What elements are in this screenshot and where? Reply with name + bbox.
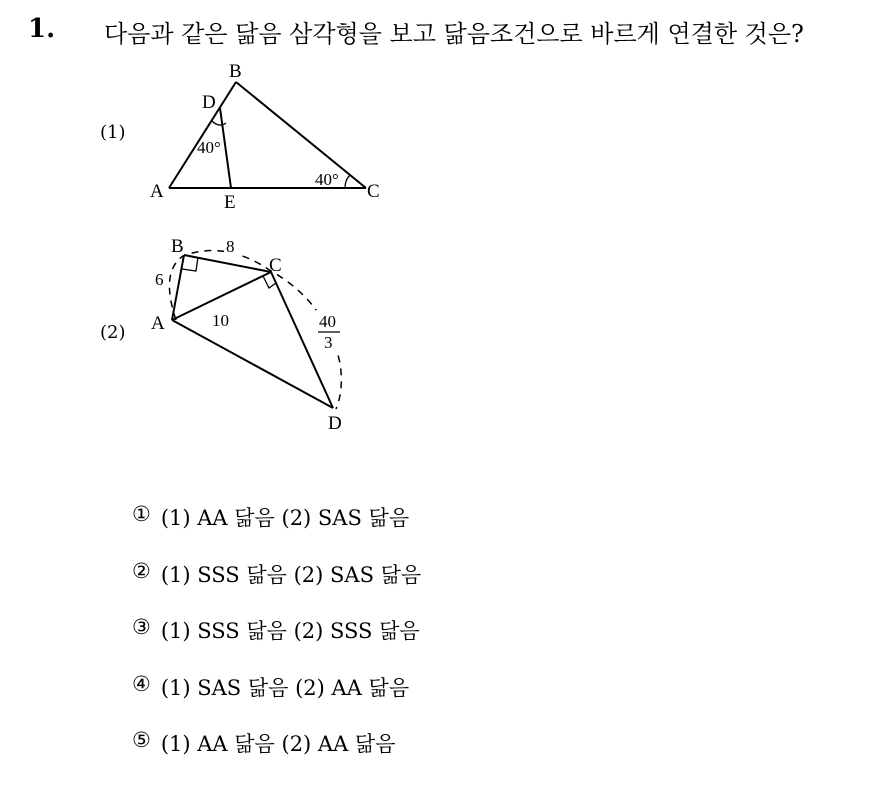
angle-label-D: 40° [197,138,221,157]
angle-label-C: 40° [315,170,339,189]
choice-mark: ② [132,558,151,583]
choice-5[interactable] [132,728,421,785]
choice-2[interactable] [132,559,421,616]
question-text: 다음과 같은 닮음 삼각형을 보고 닮음조건으로 바르게 연결한 것은? [104,20,804,48]
choice-3[interactable] [132,615,421,672]
length-label-BC: 8 [226,237,235,256]
angle-arc-D [212,121,226,125]
angle-arc-C [345,175,350,188]
point-label-B: B [171,236,184,257]
choice-text: (1) SAS 닮음 (2) AA 닮음 [160,675,410,700]
length-label-CD-numerator: 40 [319,312,336,331]
figure1-label: (1) [100,122,126,143]
point-label-D: D [328,413,342,434]
point-label-C: C [367,181,380,202]
choice-mark: ⑤ [132,728,151,752]
length-label-AC: 10 [212,311,229,330]
figure2-labels [151,236,344,434]
dashed-arc [169,251,341,409]
choice-text: (1) AA 닮음 (2) AA 닮음 [160,732,396,756]
point-label-B: B [229,61,242,82]
point-label-C: C [269,255,282,276]
figure2-diagram [169,251,341,409]
choice-mark: ③ [132,615,151,639]
answer-choices [132,502,421,785]
choice-mark: ④ [132,671,151,696]
point-label-A: A [150,181,164,202]
right-angle-mark-B [182,257,198,271]
segment-BC [236,82,366,188]
choice-text: (1) SSS 닮음 (2) SAS 닮음 [160,562,422,587]
figure1-labels [150,61,380,213]
choice-text: (1) SSS 닮음 (2) SSS 닮음 [160,619,420,643]
point-label-D: D [202,92,216,113]
choice-4[interactable] [132,672,421,729]
length-label-AB: 6 [155,270,164,289]
choice-text: (1) AA 닮음 (2) SAS 닮음 [160,506,410,530]
segment-DE [220,108,231,188]
choice-mark: ① [132,502,151,526]
segment-AD [172,320,333,408]
length-label-CD-denominator: 3 [324,333,333,352]
figure2-label: (2) [100,322,126,343]
point-label-E: E [224,192,236,213]
question-number: 1. [28,14,56,44]
choice-1[interactable] [132,502,421,559]
point-label-A: A [151,313,165,334]
